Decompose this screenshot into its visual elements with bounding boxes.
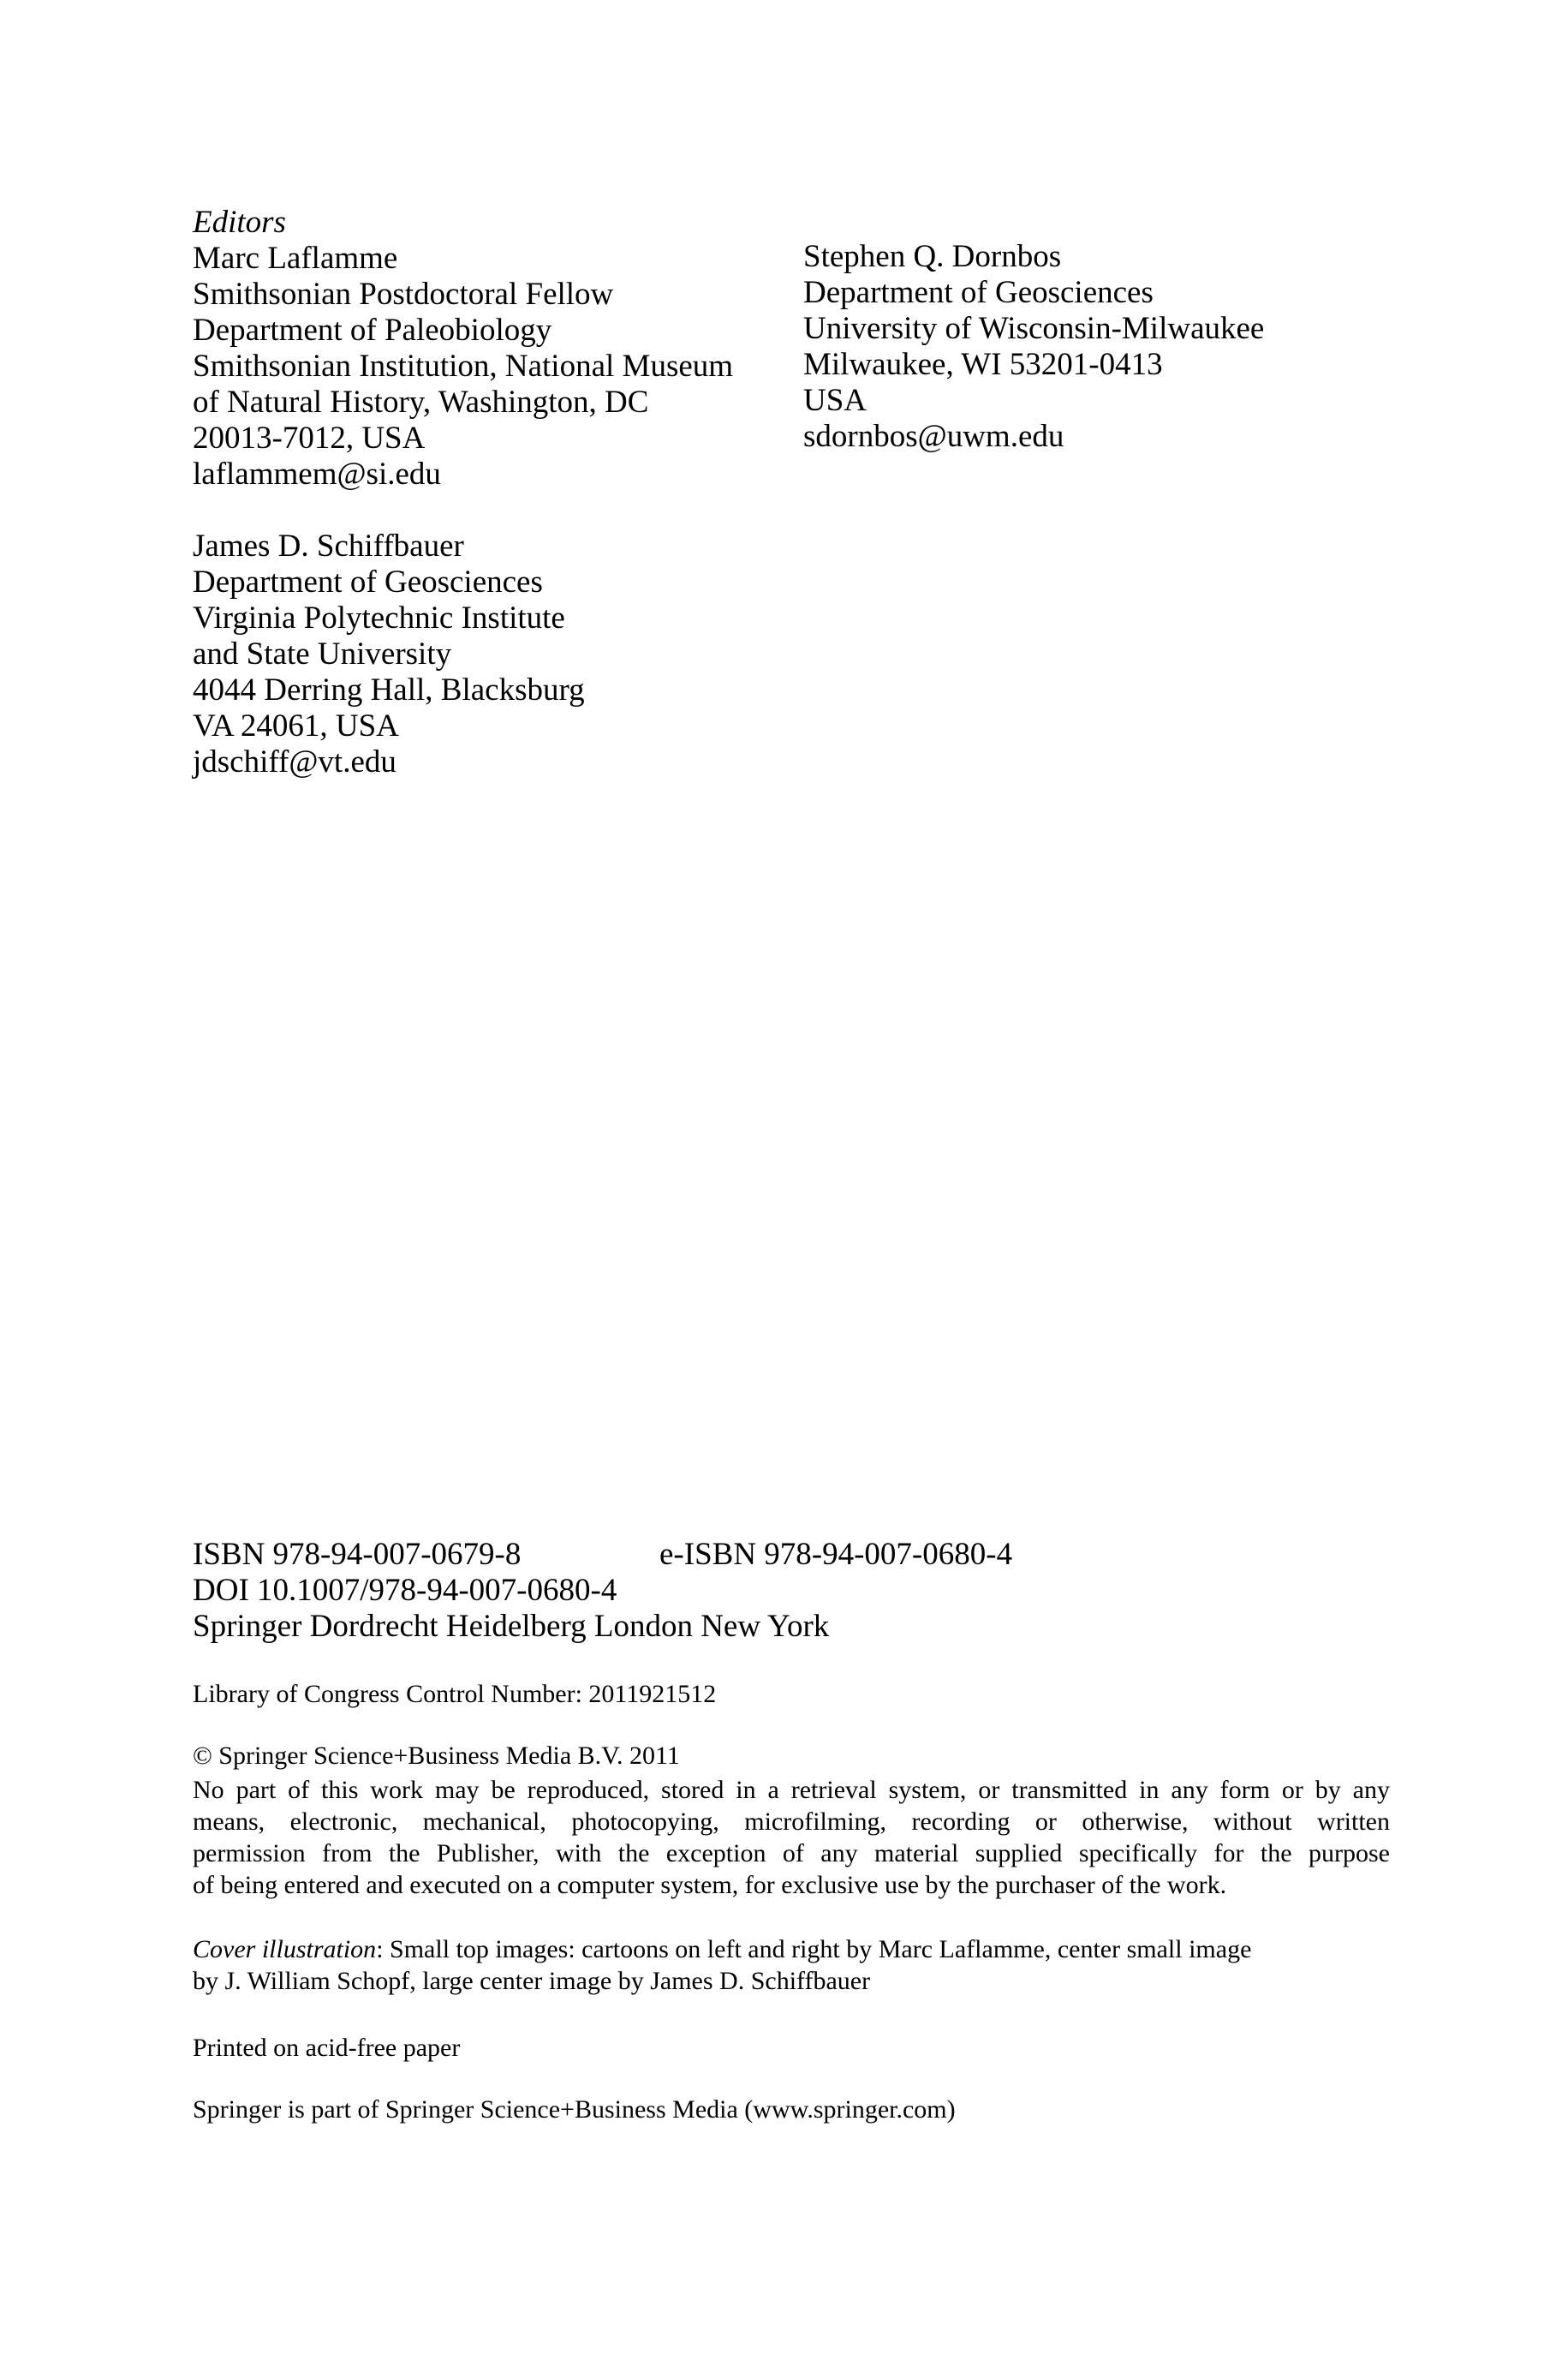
editor3-affiliation-line: and State University <box>193 636 452 672</box>
cover-illustration-label: Cover illustration <box>193 1935 377 1963</box>
copyright-notice-line: permission from the Publisher, with the exception of any material supplied specifically for the purpose <box>193 1839 1390 1867</box>
editor2-address-line: Milwaukee, WI 53201-0413 <box>803 347 1163 382</box>
cover-credit-line: by J. William Schopf, large center image by James D. Schiffbauer <box>193 1967 871 1995</box>
cover-credit-text: : Small top images: cartoons on left and right by Marc Laflamme, center small image <box>376 1935 1252 1963</box>
copyright-notice <box>193 1774 1390 1901</box>
copyright-holder-line: © Springer Science+Business Media B.V. 2011 <box>193 1742 680 1770</box>
isbn-line <box>193 1537 1013 1573</box>
cover-credit-line <box>193 1933 1409 1965</box>
editors-right-column <box>803 239 1264 455</box>
publication-identifiers-block <box>193 1537 1013 1645</box>
doi-number: DOI 10.1007/978-94-007-0680-4 <box>193 1573 617 1608</box>
editors-heading: Editors <box>193 205 286 240</box>
isbn-number: ISBN 978-94-007-0679-8 <box>193 1537 522 1572</box>
editor3-affiliation-line: Virginia Polytechnic Institute <box>193 600 565 636</box>
eisbn-number: e-ISBN 978-94-007-0680-4 <box>659 1537 1013 1572</box>
copyright-notice-line: means, electronic, mechanical, photocopying, microfilming, recording or otherwise, without written <box>193 1807 1390 1836</box>
acid-free-paper-line: Printed on acid-free paper <box>193 2034 461 2062</box>
editor1-affiliation-line: Smithsonian Postdoctoral Fellow <box>193 277 614 312</box>
editor3-affiliation-line: Department of Geosciences <box>193 565 543 600</box>
editor2-name: Stephen Q. Dornbos <box>803 239 1062 274</box>
editor1-affiliation-line: Department of Paleobiology <box>193 313 552 348</box>
editor1-email: laflammem@si.edu <box>193 457 441 492</box>
springer-media-line: Springer is part of Springer Science+Business Media (www.springer.com) <box>193 2095 956 2124</box>
editor3-address-line: VA 24061, USA <box>193 708 399 744</box>
editor2-address-line: USA <box>803 383 867 418</box>
cover-illustration-credit <box>193 1933 1409 1997</box>
editor3-address-line: 4044 Derring Hall, Blacksburg <box>193 672 585 708</box>
publisher-imprint-cities: Springer Dordrecht Heidelberg London New York <box>193 1609 830 1644</box>
editor2-affiliation-line: University of Wisconsin-Milwaukee <box>803 311 1265 346</box>
lccn-line: Library of Congress Control Number: 2011921512 <box>193 1680 717 1708</box>
editor1-name: Marc Laflamme <box>193 241 398 276</box>
copyright-notice-line: No part of this work may be reproduced, stored in a retrieval system, or transmitted in any form or by any <box>193 1776 1390 1804</box>
copyright-notice-line: of being entered and executed on a computer system, for exclusive use by the purchaser of the work. <box>193 1871 1227 1899</box>
editor3-name: James D. Schiffbauer <box>193 529 464 564</box>
editors-left-column <box>193 205 733 780</box>
editor2-affiliation-line: Department of Geosciences <box>803 275 1154 310</box>
editor2-email: sdornbos@uwm.edu <box>803 419 1064 454</box>
editor3-email: jdschiff@vt.edu <box>193 744 396 780</box>
editor1-affiliation-line: Smithsonian Institution, National Museum <box>193 349 734 384</box>
blank-line <box>193 493 733 529</box>
editor1-affiliation-line: of Natural History, Washington, DC <box>193 385 649 420</box>
editor1-address-line: 20013-7012, USA <box>193 421 426 456</box>
